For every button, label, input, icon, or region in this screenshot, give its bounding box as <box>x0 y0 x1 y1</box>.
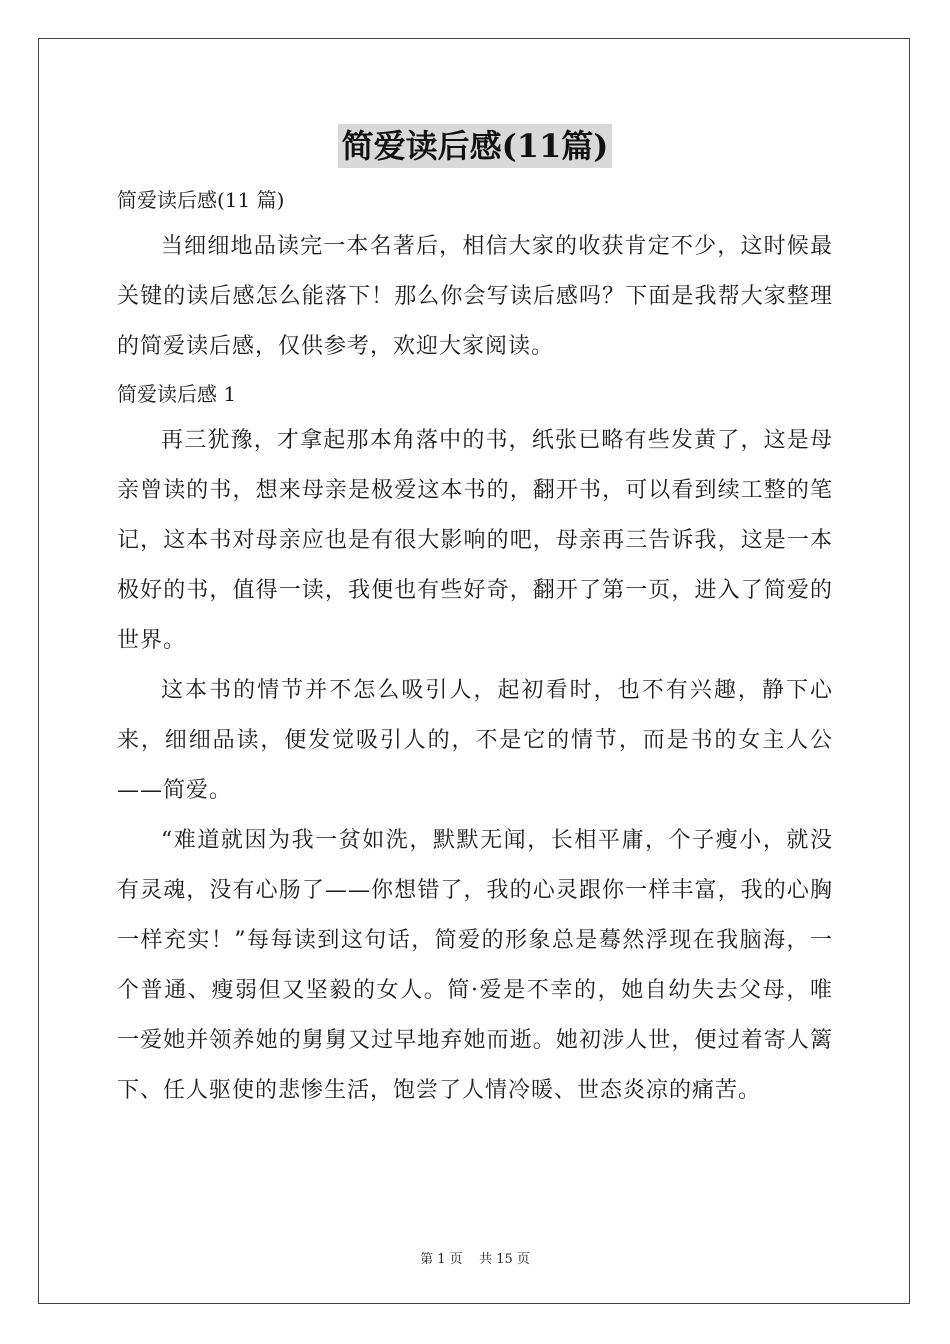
title-container <box>0 124 950 168</box>
document-subtitle: 简爱读后感(11 篇) <box>117 188 285 212</box>
intro-paragraph: 当细细地品读完一本名著后，相信大家的收获肯定不少，这时候最关键的读后感怎么能落下！那么你会写读后感吗？下面是我帮大家整理的简爱读后感，仅供参考，欢迎大家阅读。 <box>117 234 833 359</box>
document-body <box>117 178 833 1116</box>
section-heading: 简爱读后感 1 <box>117 382 237 406</box>
body-paragraph: 再三犹豫，才拿起那本角落中的书，纸张已略有些发黄了，这是母亲曾读的书，想来母亲是极爱这本书的，翻开书，可以看到续工整的笔记，这本书对母亲应也是有很大影响的吧，母亲再三告诉我，这是一本极好的书，值得一读，我便也有些好奇，翻开了第一页，进入了简爱的世界。 <box>117 428 833 653</box>
body-paragraph: “难道就因为我一贫如洗，默默无闻，长相平庸，个子瘦小，就没有灵魂，没有心肠了——你想错了，我的心灵跟你一样丰富，我的心胸一样充实！”每每读到这句话，简爱的形象总是蓦然浮现在我脑海，一个普通、瘦弱但又坚毅的女人。简·爱是不幸的，她自幼失去父母，唯一爱她并领养她的舅舅又过早地弃她而逝。她初涉人世，便过着寄人篱下、任人驱使的悲惨生活，饱尝了人情冷暖、世态炎凉的痛苦。 <box>117 828 833 1103</box>
page-number: 第 1 页 共 15 页 <box>420 1252 530 1267</box>
page-footer <box>0 1248 950 1267</box>
document-title: 简爱读后感(11篇) <box>338 124 613 168</box>
body-paragraph: 这本书的情节并不怎么吸引人，起初看时，也不有兴趣，静下心来，细细品读，便发觉吸引人的，不是它的情节，而是书的女主人公——简爱。 <box>117 678 833 803</box>
